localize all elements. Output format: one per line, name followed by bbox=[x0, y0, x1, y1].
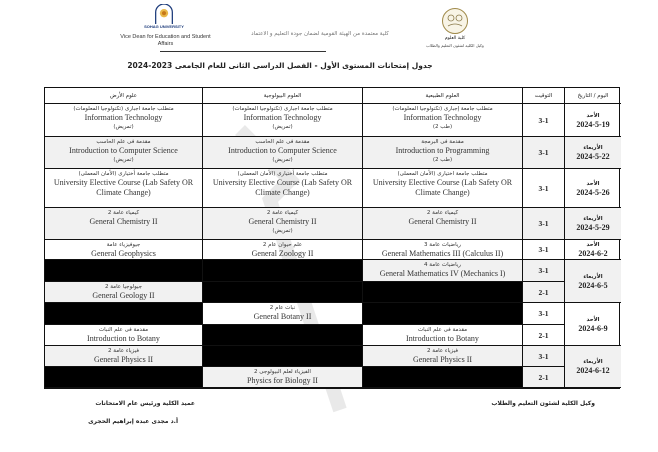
course-name-arabic: الفيزياء لعلم البيولوجى 2 bbox=[254, 369, 311, 375]
course-name-english: General Botany II bbox=[253, 312, 312, 321]
blacked-out-cell bbox=[203, 282, 363, 303]
course-name-english: Introduction to Botany bbox=[87, 334, 160, 343]
course-name-english: General Mathematics IV (Mechanics I) bbox=[379, 269, 506, 278]
course-cell-biological bbox=[203, 303, 363, 325]
exam-schedule-table bbox=[44, 87, 620, 389]
exam-date: 2024-6-2 bbox=[578, 249, 608, 258]
date-cell bbox=[565, 104, 621, 137]
course-cell-physical bbox=[363, 169, 523, 208]
course-note: (طب 2) bbox=[432, 157, 453, 163]
course-name-english: Information Technology bbox=[403, 113, 482, 122]
day-name: الأربعاء bbox=[583, 359, 603, 365]
course-name-arabic: مقدمة فى علم النبات bbox=[98, 327, 149, 333]
time-cell bbox=[523, 260, 565, 282]
course-cell-physical bbox=[363, 104, 523, 137]
course-name-english: Introduction to Botany bbox=[406, 334, 479, 343]
time-slot: 3-1 bbox=[538, 115, 549, 125]
course-cell-physical bbox=[363, 208, 523, 240]
time-slot: 3-1 bbox=[538, 219, 549, 228]
faculty-name: كلية العلوم bbox=[444, 36, 466, 41]
course-name-arabic: مقدمة فى علم الحاسب bbox=[255, 139, 310, 145]
time-cell bbox=[523, 282, 565, 303]
course-cell-earth bbox=[45, 208, 203, 240]
course-name-arabic: رياضيات عامة 3 bbox=[424, 242, 461, 248]
dean-signature: عميد الكلية ورئيس عام الامتحانات bbox=[95, 400, 195, 407]
time-slot: 3-1 bbox=[538, 183, 549, 193]
column-header-label: العلوم الطبيعية bbox=[425, 93, 460, 99]
course-note: (طب 2) bbox=[432, 124, 453, 130]
university-logo bbox=[150, 4, 178, 24]
course-cell-physical bbox=[363, 240, 523, 260]
blacked-out-cell bbox=[363, 367, 523, 388]
time-cell bbox=[523, 303, 565, 325]
day-name: الأربعاء bbox=[583, 216, 603, 222]
course-cell-physical bbox=[363, 137, 523, 169]
course-cell-earth bbox=[45, 325, 203, 346]
time-cell bbox=[523, 325, 565, 346]
course-name-arabic: علم حيوان عام 2 bbox=[262, 242, 303, 248]
course-cell-biological bbox=[203, 104, 363, 137]
vice-dean-signature: وكيل الكلية لشئون التعليم والطلاب bbox=[491, 400, 595, 407]
date-cell bbox=[565, 240, 621, 260]
course-name-arabic: متطلب جامعة اختيارى (الأمان المعملى) bbox=[397, 171, 488, 177]
course-cell-physical bbox=[363, 346, 523, 367]
column-header-label: علوم الأرض bbox=[109, 93, 138, 99]
blacked-out-cell bbox=[45, 260, 203, 282]
blacked-out-cell bbox=[203, 260, 363, 282]
time-cell bbox=[523, 346, 565, 367]
time-slot: 2-1 bbox=[538, 287, 549, 297]
course-name-english: General Physics II bbox=[412, 355, 473, 364]
day-name: الأحد bbox=[586, 112, 600, 119]
course-name-english: Introduction to Computer Science bbox=[69, 146, 178, 155]
time-slot: 3-1 bbox=[538, 351, 549, 361]
course-name-english: Information Technology bbox=[243, 113, 322, 122]
column-header-time bbox=[523, 88, 565, 104]
time-cell bbox=[523, 104, 565, 137]
time-slot: 3-1 bbox=[538, 309, 549, 318]
exam-date: 2024-6-5 bbox=[578, 280, 608, 290]
blacked-out-cell bbox=[45, 303, 203, 325]
vice-dean-english: Vice Dean for Education and Student Affairs bbox=[120, 34, 211, 47]
course-name-arabic: فيزياء عامة 2 bbox=[427, 348, 458, 354]
exam-date: 2024-6-9 bbox=[578, 323, 608, 333]
header-divider bbox=[160, 51, 326, 52]
course-cell-earth bbox=[45, 240, 203, 260]
course-name-arabic: مقدمة فى علم النبات bbox=[417, 327, 468, 333]
course-name-english: Introduction to Programming bbox=[395, 146, 490, 155]
day-name: الأحد bbox=[586, 242, 600, 248]
day-name: الأحد bbox=[586, 180, 600, 187]
day-name: الأربعاء bbox=[583, 145, 603, 151]
course-name-english: University Elective Course (Lab Safety OR Climate Change) bbox=[212, 178, 353, 197]
date-cell bbox=[565, 303, 621, 346]
blacked-out-cell bbox=[363, 282, 523, 303]
column-header-label: اليوم / التاريخ bbox=[577, 93, 609, 99]
day-name: الأربعاء bbox=[583, 273, 603, 280]
column-header-date bbox=[565, 88, 621, 104]
course-name-english: University Elective Course (Lab Safety OR Climate Change) bbox=[53, 178, 194, 197]
date-cell bbox=[565, 346, 621, 388]
course-cell-biological bbox=[203, 367, 363, 388]
time-slot: 3-1 bbox=[538, 148, 549, 157]
course-cell-biological bbox=[203, 208, 363, 240]
course-name-arabic: كيمياء عامة 2 bbox=[266, 210, 299, 216]
course-cell-earth bbox=[45, 282, 203, 303]
course-name-arabic: متطلب جامعة اجبارى (تكنولوجيا المعلومات) bbox=[73, 106, 174, 112]
time-cell bbox=[523, 208, 565, 240]
time-cell bbox=[523, 137, 565, 169]
exam-date: 2024-5-19 bbox=[576, 119, 610, 129]
course-name-english: General Chemistry II bbox=[89, 217, 158, 226]
column-header-label: التوقيت bbox=[534, 93, 553, 99]
course-cell-physical bbox=[363, 325, 523, 346]
course-name-english: Information Technology bbox=[84, 113, 163, 122]
course-name-arabic: مقدمة فى البرمجة bbox=[421, 139, 464, 145]
blacked-out-cell bbox=[45, 367, 203, 388]
time-cell bbox=[523, 240, 565, 260]
vice-dean-arabic: وكيل الكلية لشئون التعليم والطلاب bbox=[426, 43, 484, 48]
course-name-arabic: كيمياء عامة 2 bbox=[107, 210, 140, 216]
course-name-english: General Chemistry II bbox=[408, 217, 477, 226]
course-cell-earth bbox=[45, 104, 203, 137]
blacked-out-cell bbox=[203, 346, 363, 367]
course-cell-physical bbox=[363, 260, 523, 282]
exam-date: 2024-6-12 bbox=[576, 366, 610, 375]
exam-date: 2024-5-26 bbox=[576, 187, 610, 197]
course-name-arabic: فيزياء عامة 2 bbox=[108, 348, 139, 354]
course-name-arabic: رياضيات عامة 4 bbox=[424, 262, 461, 268]
course-name-english: Introduction to Computer Science bbox=[228, 146, 337, 155]
course-name-english: General Zoology II bbox=[251, 249, 314, 258]
course-note: (تمريض) bbox=[272, 124, 293, 130]
course-cell-biological bbox=[203, 137, 363, 169]
course-name-arabic: نبات عام 2 bbox=[269, 305, 296, 311]
column-header-earth bbox=[45, 88, 203, 104]
day-name: الأحد bbox=[586, 316, 600, 323]
time-slot: 2-1 bbox=[538, 330, 549, 340]
course-note: (تمريض) bbox=[113, 157, 134, 163]
course-name-english: General Physics II bbox=[93, 355, 154, 364]
page-title: جدول إمتحانات المستوى الأول - الفصل الدراسى الثانى للعام الجامعى 2023-2024 bbox=[127, 61, 433, 70]
course-cell-earth bbox=[45, 137, 203, 169]
course-name-english: University Elective Course (Lab Safety OR Climate Change) bbox=[372, 178, 513, 197]
blacked-out-cell bbox=[363, 303, 523, 325]
date-cell bbox=[565, 260, 621, 303]
time-slot: 3-1 bbox=[538, 245, 549, 254]
column-header-label: العلوم البيولوجية bbox=[263, 93, 302, 99]
course-name-english: General Geology II bbox=[92, 291, 155, 300]
course-note: (تمريض) bbox=[113, 124, 134, 130]
course-name-arabic: كيمياء عامة 2 bbox=[426, 210, 459, 216]
course-note: (تمريض) bbox=[272, 157, 293, 163]
course-name-arabic: متطلب جامعة أختيارى (الأمان المعملى) bbox=[78, 171, 169, 177]
time-slot: 2-1 bbox=[538, 372, 549, 382]
time-slot: 3-1 bbox=[538, 266, 549, 275]
course-cell-biological bbox=[203, 240, 363, 260]
date-cell bbox=[565, 208, 621, 240]
course-cell-earth bbox=[45, 169, 203, 208]
course-name-arabic: جيوفيزياء عامة bbox=[106, 242, 141, 248]
course-name-arabic: جيولوجيا عامة 2 bbox=[104, 284, 142, 290]
time-cell bbox=[523, 367, 565, 388]
course-name-english: General Mathematics III (Calculus II) bbox=[381, 249, 504, 258]
course-name-english: General Geophysics bbox=[91, 249, 156, 258]
course-name-arabic: متطلب جامعة أختيارى (الأمان المعملى) bbox=[237, 171, 328, 177]
exam-date: 2024-5-22 bbox=[576, 152, 610, 161]
faculty-logo bbox=[441, 7, 469, 35]
dean-name: أ.د مجدى عبده إبراهيم الحجرى bbox=[88, 418, 178, 425]
exam-date: 2024-5-29 bbox=[576, 223, 610, 232]
course-name-arabic: مقدمة فى علم الحاسب bbox=[96, 139, 151, 145]
course-name-english: Physics for Biology II bbox=[247, 376, 318, 385]
course-name-arabic: متطلب جامعة إجبارى (تكنولوجيا المعلومات) bbox=[392, 106, 493, 112]
course-name-english: General Chemistry II bbox=[248, 217, 317, 226]
accreditation-text: كلية معتمدة من الهيئة القومية لضمان جودة التعليم و الاعتماد bbox=[251, 31, 389, 37]
university-logo-text: SOHAG UNIVERSITY bbox=[144, 24, 184, 29]
column-header-physical bbox=[363, 88, 523, 104]
date-cell bbox=[565, 137, 621, 169]
course-cell-biological bbox=[203, 169, 363, 208]
blacked-out-cell bbox=[203, 325, 363, 346]
course-name-arabic: متطلب جامعة اجبارى (تكنولوجيا المعلومات) bbox=[232, 106, 333, 112]
column-header-biological bbox=[203, 88, 363, 104]
course-note: (تمريض) bbox=[272, 228, 293, 234]
course-cell-earth bbox=[45, 346, 203, 367]
time-cell bbox=[523, 169, 565, 208]
date-cell bbox=[565, 169, 621, 208]
